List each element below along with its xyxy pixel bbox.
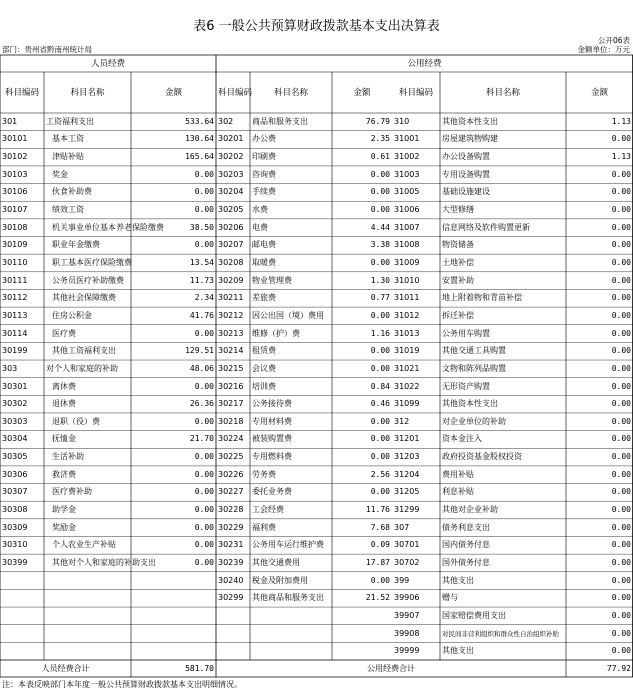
public-row-cell: 国内债务付息 [442, 540, 490, 550]
public-row-cell: 30212 [218, 310, 244, 320]
department-label: 部门：贵州省黔南州统计局 [2, 45, 92, 54]
public-row-cell: 31010 [394, 275, 420, 285]
public-row-cell: 物资储备 [442, 240, 474, 250]
personnel-row-cell: 公务员医疗补助缴费 [52, 275, 124, 285]
public-row-cell: 福利费 [252, 522, 276, 532]
public-row-cell: 其他支出 [442, 575, 474, 585]
public-row-cell: 0.00 [370, 575, 390, 585]
public-row-cell: 31205 [394, 487, 420, 497]
personnel-row-cell: 奖金 [52, 169, 68, 179]
public-row-cell: 31201 [394, 434, 420, 444]
public-row-cell: 31009 [394, 257, 420, 267]
public-row-cell: 0.00 [611, 452, 631, 462]
public-row-cell: 其他交通工具购置 [442, 346, 506, 356]
personnel-row-cell: 30302 [2, 399, 28, 409]
personnel-row-cell: 13.54 [189, 257, 214, 267]
public-row-cell: 0.00 [611, 540, 631, 550]
table-title: 表6 一般公共预算财政拨款基本支出决算表 [193, 19, 440, 34]
personnel-row-cell: 30307 [2, 487, 28, 497]
public-row-cell: 0.00 [370, 187, 390, 197]
public-row-cell: 0.00 [611, 257, 631, 267]
public-row-cell: 0.00 [611, 628, 631, 638]
public-row-cell: 30231 [218, 540, 244, 550]
public-row-cell: 0.00 [611, 505, 631, 515]
public-row-cell: 1.13 [611, 152, 631, 162]
public-row-cell: 0.00 [370, 452, 390, 462]
public-row-cell: 30225 [218, 452, 244, 462]
personnel-row-cell: 0.00 [194, 169, 214, 179]
public-row-cell: 其他交通费用 [252, 557, 300, 567]
public-row-cell: 31003 [394, 169, 420, 179]
public-row-cell: 30206 [218, 222, 244, 232]
public-row-cell: 费用补贴 [442, 469, 474, 479]
public-row-cell: 31203 [394, 452, 420, 462]
public-row-cell: 30218 [218, 416, 244, 426]
public-row-cell: 31019 [394, 346, 420, 356]
public-row-cell: 312 [394, 416, 410, 426]
public-row-cell: 公务接待费 [252, 399, 292, 409]
public-row-cell: 0.00 [611, 275, 631, 285]
personnel-row-cell: 职工基本医疗保险缴费 [52, 257, 132, 267]
public-row-cell: 工会经费 [252, 505, 284, 515]
public-row-cell: 0.00 [611, 134, 631, 144]
public-row-cell: 2.35 [370, 134, 390, 144]
public-row-cell: 31022 [394, 381, 420, 391]
public-row-cell: 0.00 [611, 487, 631, 497]
personnel-row-cell: 30308 [2, 505, 28, 515]
public-row-cell: 利息补贴 [442, 487, 474, 497]
public-row-cell: 2.56 [370, 469, 390, 479]
personnel-row-cell: 个人农业生产补贴 [52, 540, 116, 550]
public-row-cell: 土地补偿 [442, 257, 474, 267]
public-row-cell: 咨询费 [252, 169, 276, 179]
public-row-cell: 0.84 [370, 381, 390, 391]
personnel-row-cell: 0.00 [194, 240, 214, 250]
personnel-row-cell: 129.51 [185, 346, 214, 356]
footnote: 注：本表反映部门本年度一般公共预算财政拨款基本支出明细情况。 [2, 680, 242, 689]
personnel-row-cell: 伙食补助费 [52, 187, 92, 197]
personnel-row-cell: 48.06 [189, 363, 214, 373]
personnel-row-cell: 30306 [2, 469, 28, 479]
public-row-cell: 30207 [218, 240, 244, 250]
public-row-cell: 0.00 [370, 205, 390, 215]
public-row-cell: 资本金注入 [442, 434, 482, 444]
personnel-row-cell: 助学金 [52, 505, 76, 515]
public-row-cell: 0.09 [370, 540, 390, 550]
personnel-row-cell: 0.00 [194, 416, 214, 426]
public-row-cell: 0.00 [611, 187, 631, 197]
public-row-cell: 0.61 [370, 152, 390, 162]
public-row-cell: 其他资本性支出 [442, 116, 498, 126]
public-row-cell: 31001 [394, 134, 420, 144]
public-row-cell: 4.44 [370, 222, 390, 232]
personnel-row-cell: 30305 [2, 452, 28, 462]
public-row-cell: 大型修缮 [442, 205, 474, 215]
public-row-cell: 30228 [218, 505, 244, 515]
public-row-cell: 30205 [218, 205, 244, 215]
public-row-cell: 其他支出 [442, 646, 474, 656]
public-row-cell: 维修（护）费 [252, 328, 300, 338]
public-row-cell: 0.00 [611, 575, 631, 585]
public-row-cell: 0.00 [370, 487, 390, 497]
public-row-cell: 0.00 [370, 416, 390, 426]
public-row-cell: 30211 [218, 293, 244, 303]
public-row-cell: 39906 [394, 593, 420, 603]
public-row-cell: 399 [394, 575, 410, 585]
public-row-cell: 31204 [394, 469, 420, 479]
public-row-cell: 30239 [218, 557, 244, 567]
personnel-row-cell: 30107 [2, 205, 28, 215]
personnel-row-cell: 救济费 [52, 469, 76, 479]
public-row-cell: 310 [394, 116, 410, 126]
personnel-row-cell: 165.64 [185, 152, 214, 162]
public-row-cell: 39908 [394, 628, 420, 638]
public-row-cell: 0.00 [370, 169, 390, 179]
public-row-cell: 文物和陈列品购置 [442, 363, 506, 373]
personnel-row-cell: 533.64 [185, 116, 214, 126]
public-row-cell: 21.52 [365, 593, 390, 603]
public-row-cell: 劳务费 [252, 469, 276, 479]
personnel-row-cell: 津贴补贴 [52, 152, 84, 162]
column-header: 金额 [590, 87, 608, 98]
public-row-cell: 39907 [394, 610, 420, 620]
public-row-cell: 取暖费 [252, 257, 276, 267]
public-row-cell: 电费 [252, 222, 268, 232]
personnel-row-cell: 30114 [2, 328, 28, 338]
public-row-cell: 委托业务费 [252, 487, 292, 497]
personnel-row-cell: 其他工资福利支出 [52, 346, 116, 356]
group-header-public: 公用经费 [407, 58, 442, 69]
public-row-cell: 30209 [218, 275, 244, 285]
column-header: 科目编码 [218, 87, 253, 98]
public-row-cell: 0.00 [370, 257, 390, 267]
public-row-cell: 31005 [394, 187, 420, 197]
public-row-cell: 31011 [394, 293, 420, 303]
public-row-cell: 302 [218, 116, 234, 126]
column-header: 金额 [164, 87, 182, 98]
personnel-row-cell: 30108 [2, 222, 28, 232]
public-row-cell: 11.76 [365, 505, 390, 515]
public-row-cell: 水费 [252, 205, 268, 215]
personnel-row-cell: 抚恤金 [52, 434, 76, 444]
public-row-cell: 0.46 [370, 399, 390, 409]
public-row-cell: 专用燃料费 [252, 452, 292, 462]
public-row-cell: 30202 [218, 152, 244, 162]
public-row-cell: 1.13 [611, 116, 631, 126]
personnel-row-cell: 30103 [2, 169, 28, 179]
personnel-row-cell: 0.00 [194, 328, 214, 338]
personnel-row-cell: 30304 [2, 434, 28, 444]
personnel-row-cell: 基本工资 [52, 134, 84, 144]
public-row-cell: 0.00 [611, 205, 631, 215]
public-row-cell: 0.77 [370, 293, 390, 303]
public-row-cell: 培训费 [252, 381, 276, 391]
personnel-row-cell: 30399 [2, 557, 28, 567]
public-row-cell: 30226 [218, 469, 244, 479]
public-row-cell: 手续费 [252, 187, 276, 197]
public-row-cell: 30203 [218, 169, 244, 179]
public-row-cell: 31013 [394, 328, 420, 338]
public-row-cell: 其他资本性支出 [442, 399, 498, 409]
personnel-row-cell: 退职（役）费 [52, 416, 100, 426]
personnel-row-cell: 30102 [2, 152, 28, 162]
unit-label: 金额单位：万元 [577, 45, 630, 54]
public-row-cell: 0.00 [611, 222, 631, 232]
public-row-cell: 0.00 [611, 593, 631, 603]
public-total-label: 公用经费合计 [367, 663, 415, 673]
personnel-row-cell: 303 [2, 363, 18, 373]
public-row-cell: 信息网络及软件购置更新 [442, 222, 530, 232]
public-row-cell: 30201 [218, 134, 244, 144]
personnel-row-cell: 30112 [2, 293, 28, 303]
public-row-cell: 商品和服务支出 [252, 116, 308, 126]
public-row-cell: 31299 [394, 505, 420, 515]
public-row-cell: 0.00 [611, 381, 631, 391]
personnel-row-cell: 机关事业单位基本养老保险缴费 [52, 222, 164, 232]
personnel-row-cell: 职业年金缴费 [52, 240, 100, 250]
public-row-cell: 0.00 [370, 310, 390, 320]
public-row-cell: 30217 [218, 399, 244, 409]
personnel-row-cell: 其他对个人和家庭的补助支出 [52, 557, 156, 567]
column-header: 科目编码 [398, 87, 433, 98]
column-header: 科目名称 [485, 87, 520, 98]
public-row-cell: 0.00 [611, 434, 631, 444]
personnel-row-cell: 30110 [2, 257, 28, 267]
personnel-row-cell: 0.00 [194, 557, 214, 567]
public-row-cell: 差旅费 [252, 293, 276, 303]
public-row-cell: 专用设备购置 [442, 169, 490, 179]
public-row-cell: 0.00 [611, 610, 631, 620]
personnel-row-cell: 30310 [2, 540, 28, 550]
public-row-cell: 30240 [218, 575, 244, 585]
public-row-cell: 地上附着物和青苗补偿 [442, 293, 522, 303]
personnel-row-cell: 对个人和家庭的补助 [46, 363, 118, 373]
public-row-cell: 国外债务付息 [442, 557, 490, 567]
public-row-cell: 31002 [394, 152, 420, 162]
public-row-cell: 30208 [218, 257, 244, 267]
public-row-cell: 31007 [394, 222, 420, 232]
column-header: 科目名称 [70, 87, 105, 98]
personnel-row-cell: 30111 [2, 275, 28, 285]
public-row-cell: 0.00 [611, 557, 631, 567]
public-row-cell: 公务用车购置 [442, 328, 490, 338]
public-row-cell: 31021 [394, 363, 420, 373]
personnel-row-cell: 30113 [2, 310, 28, 320]
public-row-cell: 0.00 [611, 416, 631, 426]
public-row-cell: 39999 [394, 646, 420, 656]
public-row-cell: 31008 [394, 240, 420, 250]
public-row-cell: 30216 [218, 381, 244, 391]
public-row-cell: 30701 [394, 540, 420, 550]
personnel-row-cell: 11.73 [189, 275, 214, 285]
public-row-cell: 税金及附加费用 [252, 575, 308, 585]
public-row-cell: 0.00 [611, 346, 631, 356]
personnel-row-cell: 绩效工资 [52, 205, 84, 215]
public-row-cell: 0.00 [611, 363, 631, 373]
public-row-cell: 办公设备购置 [442, 152, 490, 162]
public-row-cell: 政府投资基金股权投资 [442, 452, 522, 462]
personnel-row-cell: 21.70 [189, 434, 214, 444]
personnel-row-cell: 30106 [2, 187, 28, 197]
public-row-cell: 拆迁补偿 [442, 310, 474, 320]
public-row-cell: 房屋建筑物购建 [442, 134, 498, 144]
personnel-row-cell: 38.50 [189, 222, 214, 232]
public-row-cell: 30702 [394, 557, 420, 567]
public-row-cell: 0.00 [611, 169, 631, 179]
public-row-cell: 307 [394, 522, 410, 532]
personnel-row-cell: 0.00 [194, 469, 214, 479]
public-row-cell: 30224 [218, 434, 244, 444]
personnel-row-cell: 0.00 [194, 522, 214, 532]
personnel-row-cell: 其他社会保障缴费 [52, 293, 116, 303]
personnel-row-cell: 0.00 [194, 505, 214, 515]
personnel-row-cell: 住房公积金 [52, 310, 92, 320]
public-row-cell: 0.00 [370, 363, 390, 373]
public-row-cell: 30214 [218, 346, 244, 356]
column-header: 科目名称 [273, 87, 308, 98]
personnel-row-cell: 工资福利支出 [46, 116, 94, 126]
personnel-row-cell: 0.00 [194, 205, 214, 215]
public-row-cell: 31012 [394, 310, 420, 320]
personnel-row-cell: 130.64 [185, 134, 214, 144]
personnel-row-cell: 0.00 [194, 540, 214, 550]
public-row-cell: 0.00 [611, 310, 631, 320]
personnel-row-cell: 30309 [2, 522, 28, 532]
public-row-cell: 印刷费 [252, 152, 276, 162]
group-header-personnel: 人员经费 [90, 58, 125, 69]
public-row-cell: 1.30 [370, 275, 390, 285]
personnel-row-cell: 医疗费 [52, 328, 76, 338]
personnel-row-cell: 0.00 [194, 381, 214, 391]
public-row-cell: 对企业单位的补助 [442, 416, 506, 426]
personnel-row-cell: 退休费 [52, 399, 76, 409]
public-row-cell: 债务利息支出 [442, 522, 490, 532]
personnel-row-cell: 0.00 [194, 452, 214, 462]
public-row-cell: 无形资产购置 [442, 381, 490, 391]
public-row-cell: 7.68 [370, 522, 390, 532]
public-row-cell: 租赁费 [252, 346, 276, 356]
personnel-row-cell: 离休费 [52, 381, 76, 391]
public-row-cell: 0.00 [370, 346, 390, 356]
public-row-cell: 30213 [218, 328, 244, 338]
personnel-row-cell: 2.34 [194, 293, 214, 303]
public-row-cell: 1.16 [370, 328, 390, 338]
personnel-row-cell: 生活补助 [52, 452, 84, 462]
public-row-cell: 其他商品和服务支出 [252, 593, 324, 603]
personnel-row-cell: 30109 [2, 240, 28, 250]
public-row-cell: 0.00 [611, 328, 631, 338]
column-header: 金额 [353, 87, 371, 98]
public-row-cell: 办公费 [252, 134, 276, 144]
public-row-cell: 0.00 [370, 434, 390, 444]
personnel-row-cell: 医疗费补助 [52, 487, 92, 497]
personnel-row-cell: 30303 [2, 416, 28, 426]
public-row-cell: 0.00 [611, 522, 631, 532]
public-row-cell: 3.38 [370, 240, 390, 250]
personnel-row-cell: 30199 [2, 346, 28, 356]
public-row-cell: 31006 [394, 205, 420, 215]
personnel-row-cell: 0.00 [194, 487, 214, 497]
public-row-cell: 基础设施建设 [442, 187, 490, 197]
public-row-cell: 0.00 [611, 469, 631, 479]
public-row-cell: 专用材料费 [252, 416, 292, 426]
public-row-cell: 0.00 [611, 293, 631, 303]
public-row-cell: 安置补助 [442, 275, 474, 285]
public-row-cell: 物业管理费 [252, 275, 292, 285]
personnel-total-label: 人员经费合计 [41, 663, 90, 673]
personnel-row-cell: 41.76 [189, 310, 214, 320]
public-row-cell: 对民间非营利组织和群众性自治组织补贴 [442, 629, 559, 638]
public-row-cell: 30227 [218, 487, 244, 497]
public-row-cell: 30215 [218, 363, 244, 373]
public-row-cell: 其他对企业补助 [442, 505, 498, 515]
public-row-cell: 30204 [218, 187, 244, 197]
personnel-total-value: 581.70 [185, 663, 214, 673]
personnel-row-cell: 30301 [2, 381, 28, 391]
public-row-cell: 0.00 [611, 399, 631, 409]
public-row-cell: 30299 [218, 593, 244, 603]
public-row-cell: 邮电费 [252, 240, 276, 250]
public-row-cell: 0.00 [611, 240, 631, 250]
public-row-cell: 30229 [218, 522, 244, 532]
public-row-cell: 17.87 [365, 557, 390, 567]
public-total-value: 77.92 [606, 663, 631, 673]
public-row-cell: 31099 [394, 399, 420, 409]
public-row-cell: 76.79 [365, 116, 390, 126]
personnel-row-cell: 奖励金 [52, 522, 76, 532]
public-row-cell: 因公出国（境）费用 [252, 310, 324, 320]
public-row-cell: 赠与 [442, 593, 458, 603]
personnel-row-cell: 26.36 [189, 399, 214, 409]
personnel-row-cell: 30101 [2, 134, 28, 144]
public-row-cell: 0.00 [611, 646, 631, 656]
public-row-cell: 被装购置费 [252, 434, 292, 444]
public-row-cell: 国家赔偿费用支出 [442, 610, 506, 620]
form-number: 公开06表 [597, 36, 630, 45]
personnel-row-cell: 0.00 [194, 187, 214, 197]
personnel-row-cell: 301 [2, 116, 18, 126]
column-header: 科目编码 [4, 87, 39, 98]
public-row-cell: 会议费 [252, 363, 276, 373]
public-row-cell: 公务用车运行维护费 [252, 540, 324, 550]
